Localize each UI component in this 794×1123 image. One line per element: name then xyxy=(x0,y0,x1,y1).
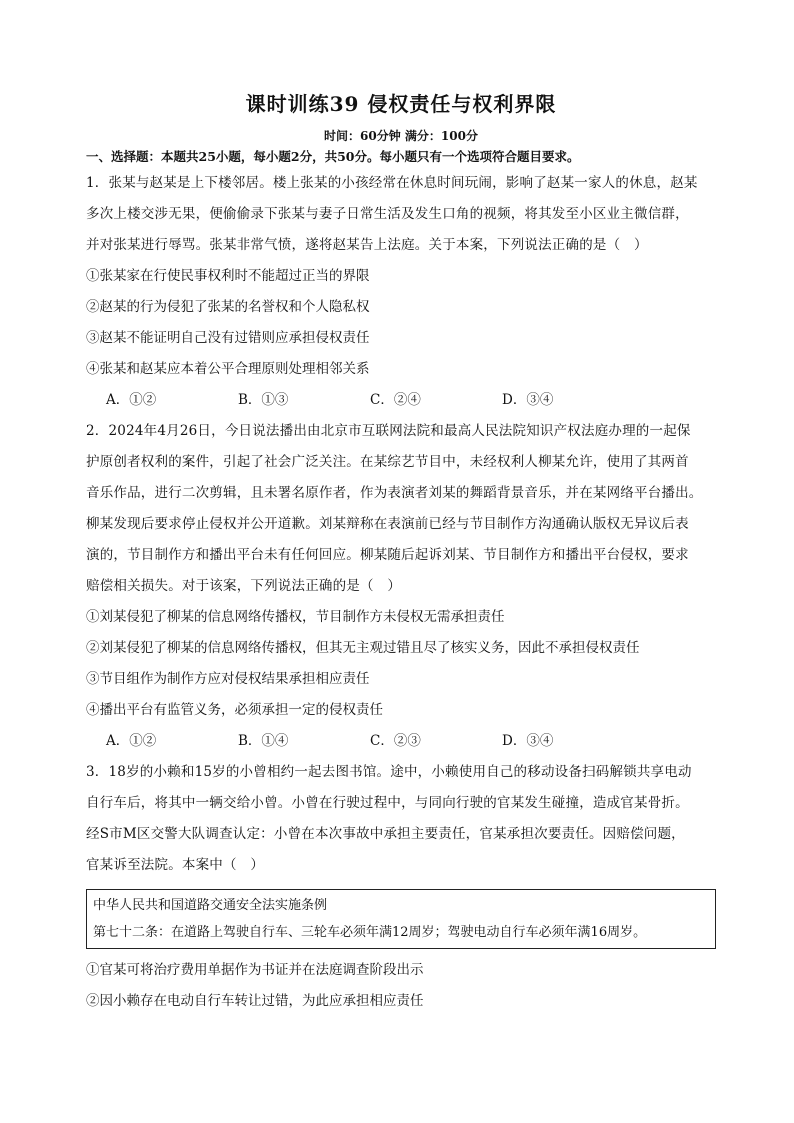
answer-choice-d: D．③④ xyxy=(502,392,554,408)
question-stem-line: 护原创者权利的案件，引起了社会广泛关注。在某综艺节目中，未经权利人柳某允许，使用了其两首 xyxy=(86,454,689,470)
statement-option: ③节目组作为制作方应对侵权结果承担相应责任 xyxy=(86,671,370,687)
answer-choice-b: B．①④ xyxy=(238,733,289,749)
answer-choices xyxy=(86,385,716,416)
question-stem-line: 2．2024年4月26日，今日说法播出由北京市互联网法院和最高人民法院知识产权法庭办理的一起保 xyxy=(86,423,691,439)
question-stem-line: 音乐作品，进行二次剪辑，且未署名原作者，作为表演者刘某的舞蹈背景音乐，并在某网络平台播出。 xyxy=(86,485,703,501)
answer-choice-c: C．②④ xyxy=(370,392,421,408)
question-3 xyxy=(86,757,716,1017)
exam-page xyxy=(86,90,716,1017)
question-stem-line: 赔偿相关损失。对于该案，下列说法正确的是（ ） xyxy=(86,578,402,594)
question-stem-line: 柳某发现后要求停止侵权并公开道歉。刘某辩称在表演前已经与节目制作方沟通确认版权无异议后表 xyxy=(86,516,689,532)
statement-option: ②因小赖存在电动自行车转让过错，为此应承担相应责任 xyxy=(86,993,424,1009)
statement-option: ②刘某侵犯了柳某的信息网络传播权，但其无主观过错且尽了核实义务，因此不承担侵权责任 xyxy=(86,640,640,656)
answer-choice-a: A．①② xyxy=(106,733,157,749)
question-stem-line: 1．张某与赵某是上下楼邻居。楼上张某的小孩经常在休息时间玩闹，影响了赵某一家人的休息，赵某 xyxy=(86,175,698,191)
answer-choice-b: B．①③ xyxy=(238,392,289,408)
statement-option: ④播出平台有监管义务，必须承担一定的侵权责任 xyxy=(86,702,383,718)
statement-option: ②赵某的行为侵犯了张某的名誉权和个人隐私权 xyxy=(86,299,370,315)
question-stem-line: 多次上楼交涉无果，便偷偷录下张某与妻子日常生活及发生口角的视频，将其发至小区业主微信群， xyxy=(86,206,689,222)
statement-option: ①张某家在行使民事权利时不能超过正当的界限 xyxy=(86,268,370,284)
question-1 xyxy=(86,168,716,416)
regulation-text: 第七十二条：在道路上驾驶自行车、三轮车必须年满12周岁；驾驶电动自行车必须年满16周岁。 xyxy=(93,925,647,940)
question-stem-line: 3．18岁的小赖和15岁的小曾相约一起去图书馆。途中，小赖使用自己的移动设备扫码解锁共享电动 xyxy=(86,764,692,780)
question-stem-line: 经S市M区交警大队调查认定：小曾在本次事故中承担主要责任，官某承担次要责任。因赔偿问题， xyxy=(86,826,685,842)
statement-option: ①刘某侵犯了柳某的信息网络传播权，节目制作方未侵权无需承担责任 xyxy=(86,609,505,625)
statement-option: ③赵某不能证明自己没有过错则应承担侵权责任 xyxy=(86,330,370,346)
answer-choice-c: C．②③ xyxy=(370,733,421,749)
regulation-title: 中华人民共和国道路交通安全法实施条例 xyxy=(93,898,328,913)
question-stem-line: 演的，节目制作方和播出平台未有任何回应。柳某随后起诉刘某、节目制作方和播出平台侵权，要求 xyxy=(86,547,689,563)
question-stem-line: 官某诉至法院。本案中（ ） xyxy=(86,857,265,873)
time-score-info: 时间：60分钟 满分：100分 xyxy=(324,129,478,143)
answer-choices xyxy=(86,726,716,757)
question-2 xyxy=(86,416,716,757)
statement-option: ④张某和赵某应本着公平合理原则处理相邻关系 xyxy=(86,361,370,377)
page-title: 课时训练39 侵权责任与权利界限 xyxy=(245,92,557,116)
section-header: 一、选择题：本题共25小题，每小题2分，共50分。每小题只有一个选项符合题目要求。 xyxy=(86,149,580,164)
regulation-box xyxy=(86,889,716,949)
question-stem-line: 并对张某进行辱骂。张某非常气愤，遂将赵某告上法庭。关于本案，下列说法正确的是（ ） xyxy=(86,237,648,253)
statement-option: ①官某可将治疗费用单据作为书证并在法庭调查阶段出示 xyxy=(86,962,424,978)
question-stem-line: 自行车后，将其中一辆交给小曾。小曾在行驶过程中，与同向行驶的官某发生碰撞，造成官某骨折。 xyxy=(86,795,689,811)
answer-choice-d: D．③④ xyxy=(502,733,554,749)
answer-choice-a: A．①② xyxy=(106,392,157,408)
